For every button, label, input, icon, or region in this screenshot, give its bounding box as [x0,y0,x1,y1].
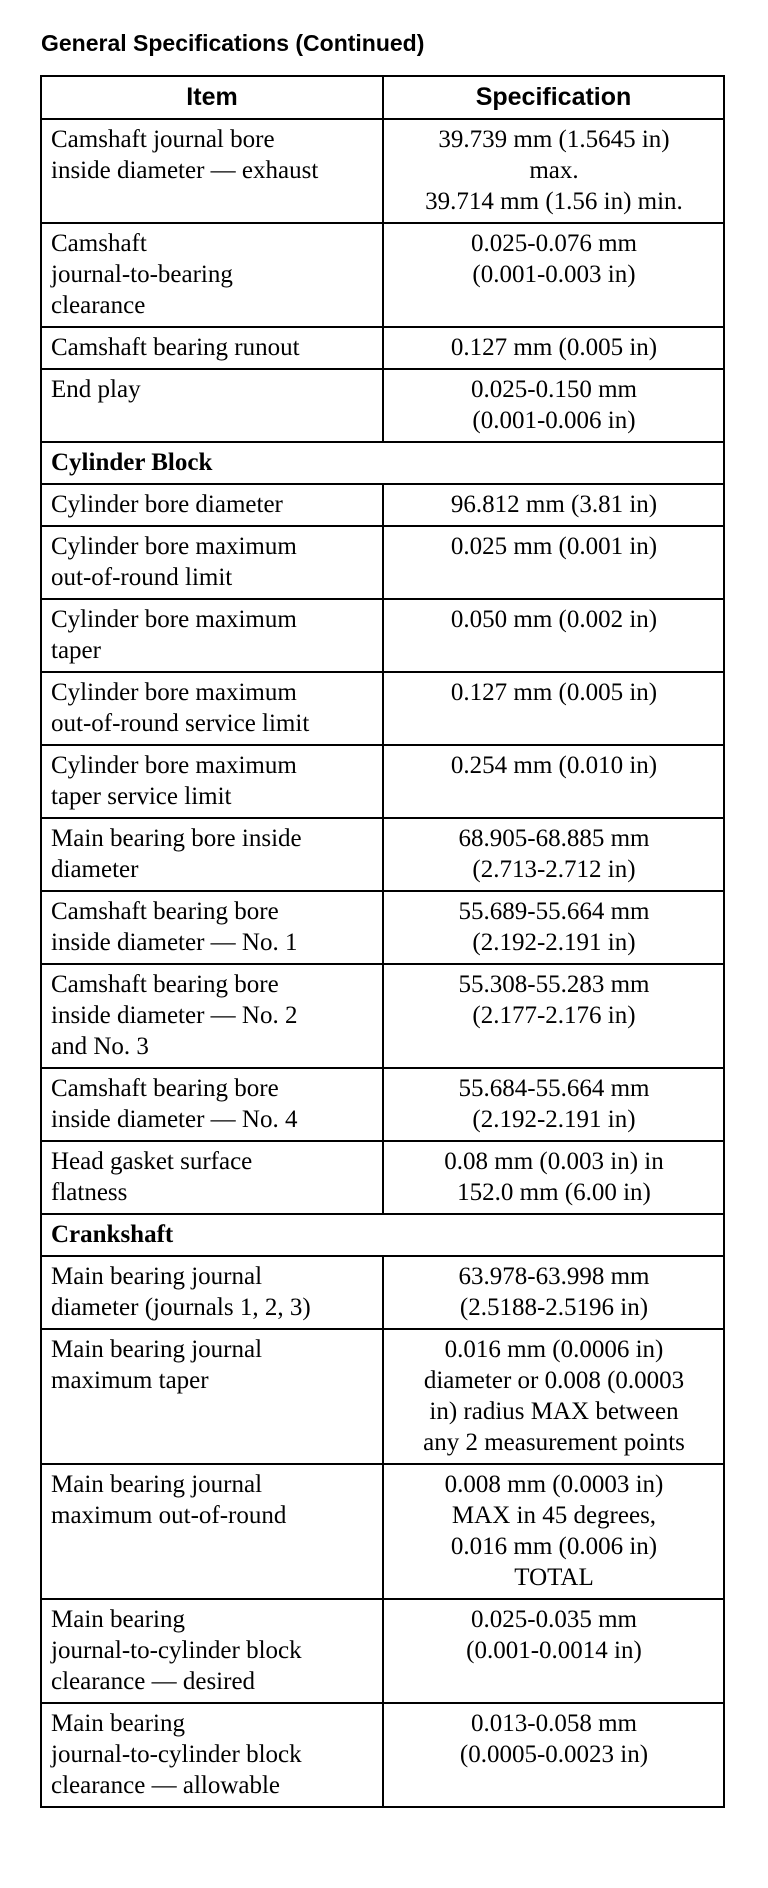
section-heading: Crankshaft [41,1214,724,1256]
table-row [41,745,724,818]
specification-text-line: 55.689-55.664 mm [458,898,650,925]
specification-text-line: diameter or 0.008 (0.0003 [423,1367,685,1394]
specification-cell [383,1703,724,1807]
specification-cell [383,1141,724,1214]
specification-text-line: (2.5188-2.5196 in) [459,1294,649,1321]
table-row [41,599,724,672]
specification-text-line: 96.812 mm (3.81 in) [450,491,658,518]
item-text-line: inside diameter — No. 1 [51,929,298,956]
item-cell [41,1599,383,1703]
specification-text-line: 0.025-0.035 mm [471,1606,637,1633]
item-cell [41,327,383,369]
table-row [41,484,724,526]
item-text-line: End play [51,376,141,403]
section-heading: Cylinder Block [41,442,724,484]
item-text-line: Camshaft bearing runout [51,334,300,361]
item-text-line: Main bearing journal [51,1336,263,1363]
specification-cell [383,818,724,891]
item-cell [41,891,383,964]
item-text-line: inside diameter — No. 4 [51,1106,298,1133]
specification-text-line: (2.177-2.176 in) [472,1002,636,1029]
specification-cell [383,526,724,599]
item-text-line: Cylinder bore maximum [51,679,297,706]
specification-cell [383,327,724,369]
item-cell [41,526,383,599]
specification-text-line: 0.013-0.058 mm [471,1710,637,1737]
specification-text-line: 68.905-68.885 mm [458,825,650,852]
specification-text-line: (2.713-2.712 in) [472,856,636,883]
specification-text-line: MAX in 45 degrees, [451,1502,657,1529]
table-row [41,1068,724,1141]
specification-text-line: 0.016 mm (0.006 in) [450,1533,658,1560]
item-cell [41,369,383,442]
specification-text-line: 0.127 mm (0.005 in) [450,334,658,361]
table-row [41,223,724,327]
table-row [41,1329,724,1464]
specification-text-line: (0.0005-0.0023 in) [459,1741,649,1768]
table-row [41,119,724,223]
specification-cell [383,223,724,327]
item-cell [41,599,383,672]
specification-cell [383,745,724,818]
item-text-line: clearance [51,292,146,319]
table-row [41,1599,724,1703]
item-cell [41,1068,383,1141]
table-row [41,818,724,891]
item-cell [41,484,383,526]
section-row [41,442,724,484]
specification-cell [383,369,724,442]
specification-text-line: 152.0 mm (6.00 in) [457,1179,651,1206]
item-text-line: Camshaft bearing bore [51,1075,279,1102]
specification-text-line: 0.08 mm (0.003 in) in [444,1148,664,1175]
specification-cell [383,964,724,1068]
item-text-line: Cylinder bore maximum [51,752,297,779]
specification-cell [383,119,724,223]
specification-cell [383,1599,724,1703]
page-title: General Specifications (Continued) [41,30,425,56]
specification-text-line: 39.714 mm (1.56 in) min. [425,188,683,215]
specification-cell [383,891,724,964]
item-text-line: diameter (journals 1, 2, 3) [51,1294,311,1321]
specification-cell [383,599,724,672]
item-text-line: out-of-round limit [51,564,233,591]
table-row [41,672,724,745]
item-cell [41,745,383,818]
specification-text-line: any 2 measurement points [423,1429,685,1456]
item-text-line: Head gasket surface [51,1148,253,1175]
item-text-line: maximum taper [51,1367,209,1394]
item-cell [41,1703,383,1807]
item-text-line: taper [51,637,101,664]
specification-cell [383,1464,724,1599]
item-text-line: maximum out-of-round [51,1502,287,1529]
item-text-line: inside diameter — No. 2 [51,1002,298,1029]
table-row [41,327,724,369]
item-text-line: out-of-round service limit [51,710,310,737]
item-cell [41,672,383,745]
item-cell [41,1329,383,1464]
specifications-table [40,75,725,1808]
specification-text-line: (0.001-0.003 in) [472,261,636,288]
item-cell [41,1141,383,1214]
item-text-line: Cylinder bore maximum [51,606,297,633]
item-text-line: diameter [51,856,139,883]
item-text-line: Cylinder bore diameter [51,491,283,518]
item-text-line: Camshaft bearing bore [51,898,279,925]
specification-text-line: 63.978-63.998 mm [458,1263,650,1290]
specification-text-line: in) radius MAX between [429,1398,679,1425]
specification-text-line: 0.025 mm (0.001 in) [450,533,658,560]
item-text-line: and No. 3 [51,1033,149,1060]
specification-text-line: (2.192-2.191 in) [472,929,636,956]
table-row [41,1141,724,1214]
column-header-specification: Specification [383,76,724,119]
specification-text-line: 0.008 mm (0.0003 in) [444,1471,664,1498]
section-row [41,1214,724,1256]
table-row [41,964,724,1068]
column-header-item: Item [41,76,383,119]
specification-text-line: 0.050 mm (0.002 in) [450,606,658,633]
item-text-line: Main bearing [51,1710,185,1737]
item-text-line: Camshaft journal bore [51,126,275,153]
item-text-line: Main bearing [51,1606,185,1633]
specification-cell [383,484,724,526]
item-text-line: clearance — allowable [51,1772,281,1799]
table-row [41,526,724,599]
specification-text-line: (0.001-0.006 in) [472,407,636,434]
specification-text-line: 0.127 mm (0.005 in) [450,679,658,706]
table-body [41,119,724,1807]
specification-text-line: 0.016 mm (0.0006 in) [444,1336,664,1363]
item-text-line: journal-to-cylinder block [51,1637,302,1664]
table-row [41,1256,724,1329]
specification-text-line: 39.739 mm (1.5645 in) [438,126,670,153]
item-cell [41,223,383,327]
item-text-line: journal-to-bearing [51,261,233,288]
item-cell [41,818,383,891]
table-header-row [41,76,724,119]
item-text-line: clearance — desired [51,1668,256,1695]
specification-text-line: 55.308-55.283 mm [458,971,650,998]
table-row [41,1703,724,1807]
item-text-line: journal-to-cylinder block [51,1741,302,1768]
specification-text-line: 0.025-0.150 mm [471,376,637,403]
item-text-line: flatness [51,1179,128,1206]
specification-cell [383,1329,724,1464]
item-text-line: inside diameter — exhaust [51,157,319,184]
specification-cell [383,672,724,745]
item-text-line: Main bearing journal [51,1263,263,1290]
specification-text-line: (2.192-2.191 in) [472,1106,636,1133]
table-row [41,1464,724,1599]
item-text-line: Camshaft [51,230,147,257]
specification-text-line: TOTAL [514,1564,594,1591]
specification-cell [383,1068,724,1141]
specification-cell [383,1256,724,1329]
item-text-line: Main bearing journal [51,1471,263,1498]
specification-text-line: 0.025-0.076 mm [471,230,637,257]
specification-text-line: max. [529,157,579,184]
specification-text-line: 0.254 mm (0.010 in) [450,752,658,779]
item-cell [41,119,383,223]
item-cell [41,1256,383,1329]
table-row [41,891,724,964]
table-row [41,369,724,442]
item-text-line: taper service limit [51,783,232,810]
item-cell [41,964,383,1068]
item-text-line: Cylinder bore maximum [51,533,297,560]
item-cell [41,1464,383,1599]
item-text-line: Main bearing bore inside [51,825,302,852]
specification-text-line: 55.684-55.664 mm [458,1075,650,1102]
item-text-line: Camshaft bearing bore [51,971,279,998]
specification-text-line: (0.001-0.0014 in) [466,1637,642,1664]
